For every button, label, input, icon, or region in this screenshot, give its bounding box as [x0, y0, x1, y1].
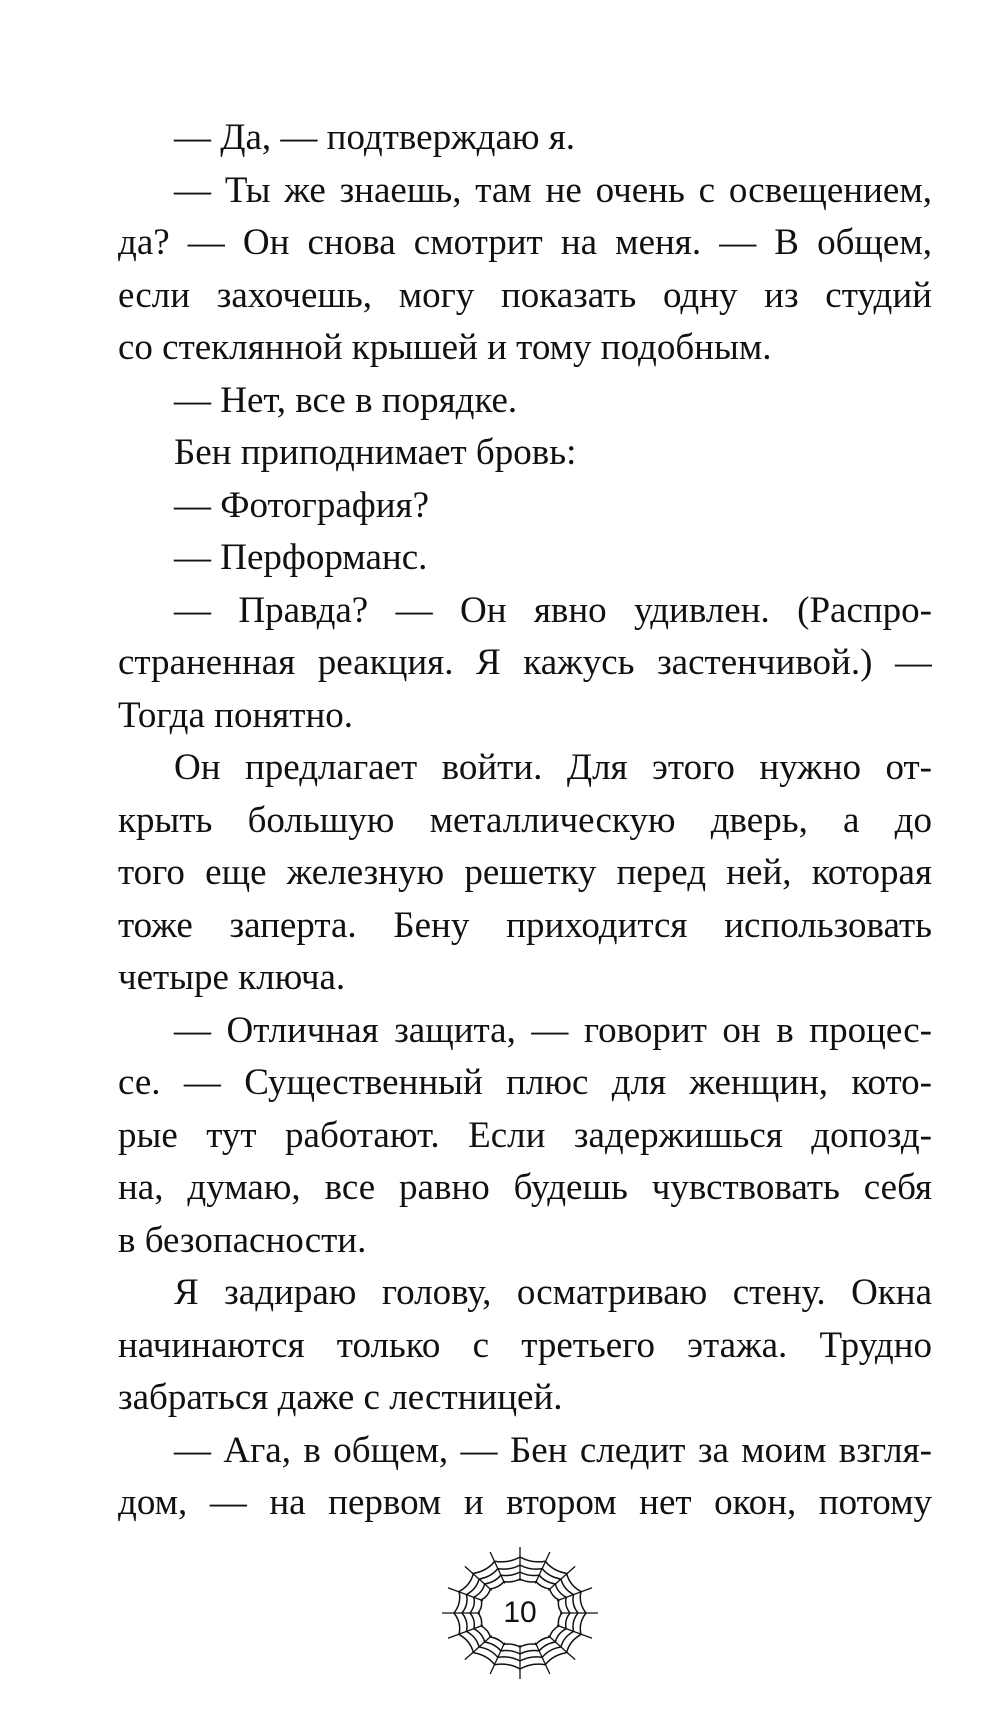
text-line: — Отличная защита, — говорит он в процес-: [174, 1009, 932, 1051]
text-line: начинаются только с третьего этажа. Трудно: [118, 1324, 932, 1366]
text-line: Я задираю голову, осматриваю стену. Окна: [174, 1272, 932, 1313]
text-line: со стеклянной крышей и тому подобным.: [118, 327, 772, 368]
text-line: се. — Существенный плюс для женщин, кото-: [118, 1062, 932, 1103]
text-line: в безопасности.: [118, 1219, 367, 1261]
text-line: тоже заперта. Бену приходится использовать: [118, 904, 932, 946]
text-line: дом, — на первом и втором нет окон, потому: [118, 1482, 932, 1523]
page-footer: [440, 1545, 600, 1681]
text-line: забраться даже с лестницей.: [118, 1377, 563, 1418]
text-line: четыре ключа.: [118, 957, 346, 998]
text-line: Бен приподнимает бровь:: [174, 432, 577, 473]
page-body-text: [118, 112, 932, 1530]
text-line: да? — Он снова смотрит на меня. — В общем,: [118, 222, 932, 263]
text-line: — Да, — подтверждаю я.: [174, 117, 576, 158]
text-line: крыть большую металлическую дверь, а до: [118, 799, 932, 841]
text-line: страненная реакция. Я кажусь застенчивой.) —: [118, 642, 932, 683]
page-number: 10: [503, 1596, 537, 1629]
text-line: рые тут работают. Если задержишься допозд-: [118, 1114, 932, 1156]
text-line: — Ага, в общем, — Бен следит за моим взгля-: [174, 1429, 932, 1471]
text-line: — Ты же знаешь, там не очень с освещением,: [174, 169, 932, 211]
text-line: если захочешь, могу показать одну из студий: [118, 274, 932, 316]
text-line: — Фотография?: [174, 484, 429, 526]
text-line: на, думаю, все равно будешь чувствовать себя: [118, 1167, 932, 1208]
text-line: Он предлагает войти. Для этого нужно от-: [174, 747, 932, 788]
text-line: — Нет, все в порядке.: [174, 379, 518, 421]
text-line: того еще железную решетку перед ней, которая: [118, 852, 932, 893]
text-line: — Правда? — Он явно удивлен. (Распро-: [174, 589, 932, 631]
text-line: Тогда понятно.: [118, 694, 353, 736]
text-line: — Перформанс.: [174, 537, 428, 578]
